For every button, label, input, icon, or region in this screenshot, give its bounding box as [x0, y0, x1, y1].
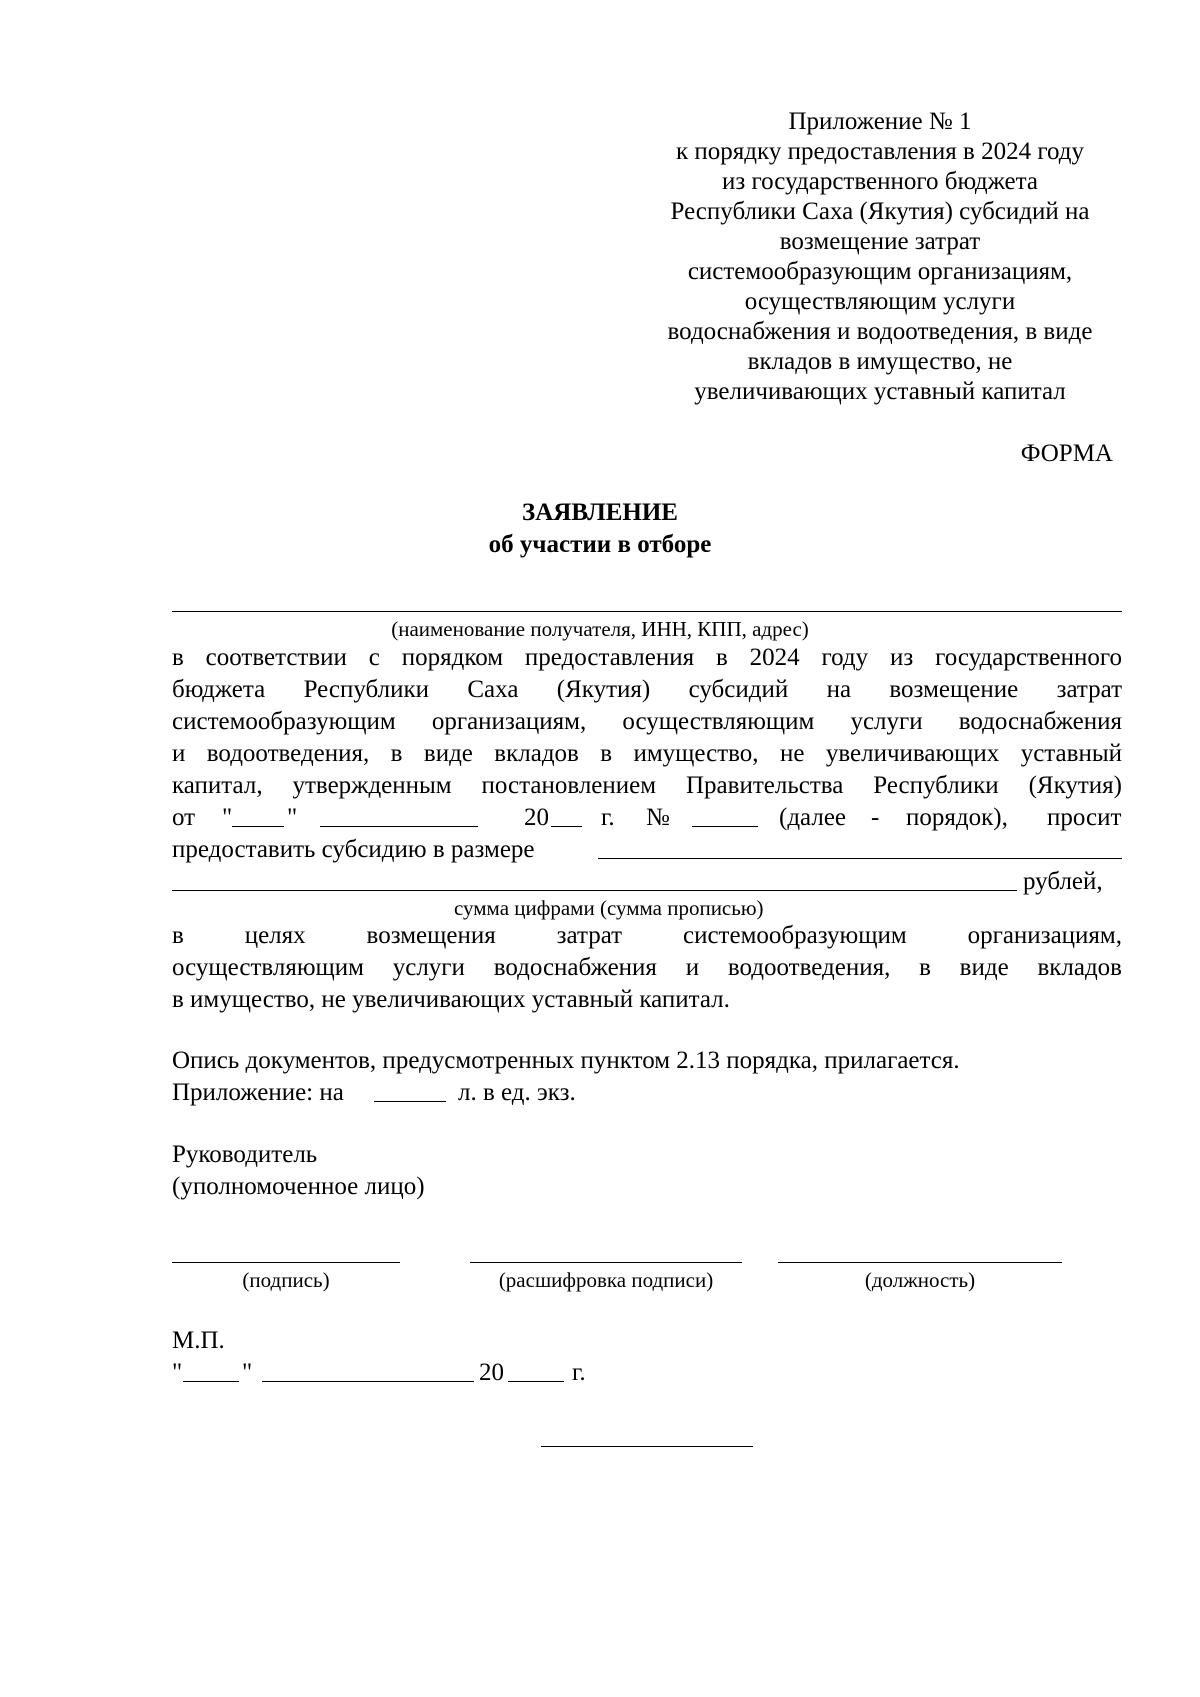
header-line-9: вкладов в имущество, не: [747, 348, 1013, 375]
appendix-sheets-blank: [374, 1101, 446, 1102]
signatory-role: Руководитель: [172, 1141, 318, 1168]
appendix-prefix: Приложение: на: [172, 1079, 344, 1106]
decree-number-blank: [692, 826, 758, 827]
header-line-2: к порядку предоставления в 2024 году: [676, 138, 1084, 165]
date-day-blank: [183, 1381, 239, 1382]
header-line-8: водоснабжения и водоотведения, в виде: [667, 318, 1093, 345]
decree-year-blank: [551, 826, 582, 827]
transcript-line: [470, 1262, 742, 1263]
hereinafter-word: (далее: [779, 804, 847, 831]
body-line-2: бюджета Республики Саха (Якутия) субсидий на возмещение затрат: [172, 676, 1122, 703]
appendix-suffix: л. в ед. экз.: [458, 1079, 576, 1106]
signature-caption: (подпись): [242, 1268, 330, 1292]
signatory-role-note: (уполномоченное лицо): [172, 1173, 425, 1200]
recipient-caption: (наименование получателя, ИНН, КПП, адрес): [391, 617, 809, 641]
purpose-line-2: осуществляющим услуги водоснабжения и водоотведения, в виде вкладов: [172, 954, 1122, 981]
position-caption: (должность): [864, 1268, 976, 1292]
body-line-4: и водоотведения, в виде вкладов в имущество, не увеличивающих уставный: [172, 740, 1122, 767]
header-line-4: Республики Саха (Якутия) субсидий на: [670, 198, 1090, 225]
recipient-line: [172, 611, 1122, 612]
rubles-word: рублей,: [1023, 868, 1103, 895]
dash: -: [871, 804, 880, 831]
signature-line: [172, 1262, 400, 1263]
body-line-1: в соответствии с порядком предоставления в 2024 году из государственного: [172, 644, 1122, 671]
header-line-3: из государственного бюджета: [722, 168, 1038, 195]
body-line-7: предоставить субсидию в размере: [172, 836, 535, 863]
date-year-suffix: г.: [572, 1359, 586, 1386]
body-line-5: капитал, утвержденным постановлением Правительства Республики (Якутия): [172, 772, 1122, 799]
header-line-5: возмещение затрат: [779, 228, 981, 255]
date-quote-open: ": [172, 1359, 183, 1386]
from-word: от: [172, 804, 196, 831]
year-prefix: 20: [524, 804, 549, 831]
sum-caption: сумма цифрами (сумма прописью): [454, 896, 764, 920]
year-suffix: г.: [601, 804, 615, 831]
decree-month-blank: [320, 826, 478, 827]
header-line-1: Приложение № 1: [788, 108, 972, 135]
date-year-prefix: 20: [479, 1359, 504, 1386]
stamp-label: М.П.: [172, 1327, 225, 1354]
form-label: ФОРМА: [1020, 440, 1113, 467]
quote-open: ": [222, 804, 233, 831]
date-quote-close: ": [242, 1359, 253, 1386]
document-title: ЗАЯВЛЕНИЕ: [522, 499, 678, 526]
order-word: порядок),: [906, 804, 1008, 831]
request-word: просит: [1047, 804, 1122, 831]
purpose-line-1: [172, 920, 1122, 952]
position-line: [778, 1262, 1062, 1263]
bottom-separator: [541, 1446, 753, 1447]
amount-blank-2: [172, 890, 1017, 891]
purpose-line-3: в имущество, не увеличивающих уставный капитал.: [172, 986, 730, 1013]
purpose-line-1-text: в целях возмещения затрат системообразующим организациям,: [172, 922, 1122, 949]
transcript-caption: (расшифровка подписи): [498, 1268, 714, 1292]
inventory-line: Опись документов, предусмотренных пунктом 2.13 порядка, прилагается.: [172, 1047, 960, 1074]
number-sign: №: [646, 804, 670, 831]
quote-close: ": [287, 804, 298, 831]
header-line-7: осуществляющим услуги: [744, 288, 1016, 315]
header-line-10: увеличивающих уставный капитал: [694, 378, 1066, 405]
body-line-3: системообразующим организациям, осуществляющим услуги водоснабжения: [172, 708, 1122, 735]
amount-blank-1: [598, 858, 1122, 859]
date-month-blank: [262, 1381, 474, 1382]
date-year-blank: [508, 1381, 564, 1382]
header-line-6: системообразующим организациям,: [687, 258, 1073, 285]
decree-day-blank: [232, 826, 284, 827]
document-subtitle: об участии в отборе: [488, 531, 712, 558]
